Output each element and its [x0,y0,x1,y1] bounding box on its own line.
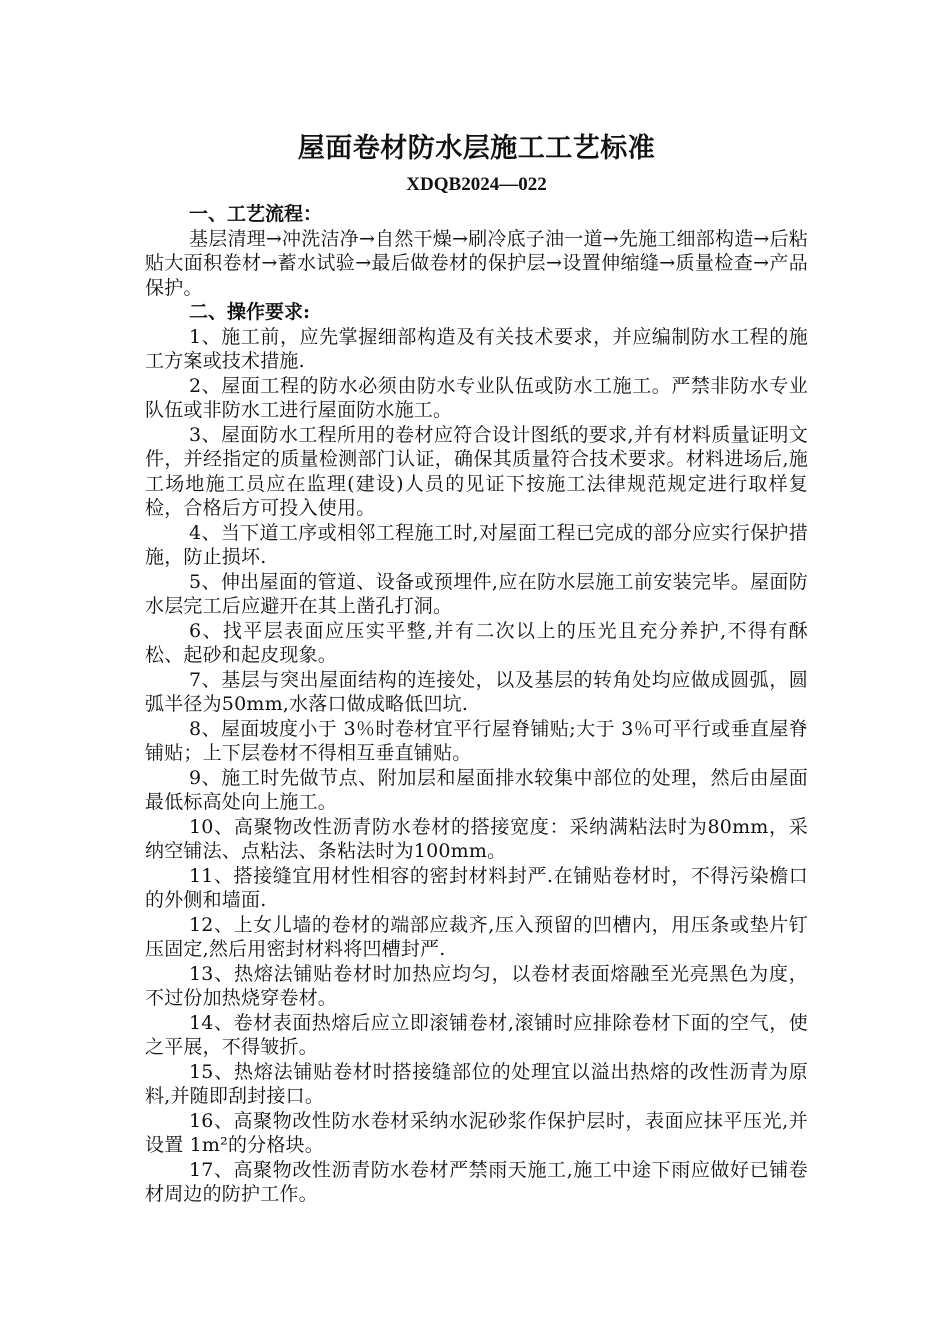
requirement-item-2: 2、屋面工程的防水必须由防水专业队伍或防水工施工。严禁非防水专业队伍或非防水工进行屋面防水施工。 [145,374,808,421]
requirement-item-1: 1、施工前，应先掌握细部构造及有关技术要求，并应编制防水工程的施工方案或技术措施. [145,325,808,372]
requirement-item-7: 7、基层与突出屋面结构的连接处，以及基层的转角处均应做成圆弧，圆弧半径为50mm,水落口做成略低凹坑. [145,668,808,715]
document-page [145,128,808,1207]
requirement-item-10: 10、高聚物改性沥青防水卷材的搭接宽度：采纳满粘法时为80mm，采纳空铺法、点粘法、条粘法时为100mm。 [145,815,808,862]
section-heading-requirements: 二、操作要求: [189,301,311,323]
document-code: XDQB2024—022 [406,174,547,195]
requirement-item-12: 12、上女儿墙的卷材的端部应裁齐,压入预留的凹槽内，用压条或垫片钉压固定,然后用密封材料将凹槽封严. [145,913,808,960]
requirement-item-5: 5、伸出屋面的管道、设备或预埋件,应在防水层施工前安装完毕。屋面防水层完工后应避开在其上凿孔打洞。 [145,570,808,617]
process-flow-paragraph: 基层清理→冲洗洁净→自然干燥→刷冷底子油一道→先施工细部构造→后粘贴大面积卷材→蓄水试验→最后做卷材的保护层→设置伸缩缝→质量检查→产品保护。 [145,227,808,299]
requirement-item-14: 14、卷材表面热熔后应立即滚铺卷材,滚铺时应排除卷材下面的空气，使之平展，不得皱折。 [145,1011,808,1058]
requirement-item-8: 8、屋面坡度小于 3％时卷材宜平行屋脊铺贴;大于 3％可平行或垂直屋脊铺贴；上下层卷材不得相互垂直铺贴。 [145,717,808,764]
requirement-item-13: 13、热熔法铺贴卷材时加热应均匀，以卷材表面熔融至光亮黑色为度，不过份加热烧穿卷材。 [145,962,808,1009]
requirement-item-4: 4、当下道工序或相邻工程施工时,对屋面工程已完成的部分应实行保护措施，防止损坏. [145,521,808,568]
document-title: 屋面卷材防水层施工工艺标准 [297,133,656,164]
requirement-item-16: 16、高聚物改性防水卷材采纳水泥砂浆作保护层时，表面应抹平压光,并设置 1m²的分格块。 [145,1109,808,1156]
requirement-item-15: 15、热熔法铺贴卷材时搭接缝部位的处理宜以溢出热熔的改性沥青为原料,并随即刮封接口。 [145,1060,808,1107]
requirement-item-9: 9、施工时先做节点、附加层和屋面排水较集中部位的处理，然后由屋面最低标高处向上施工。 [145,766,808,813]
requirement-item-17: 17、高聚物改性沥青防水卷材严禁雨天施工,施工中途下雨应做好已铺卷材周边的防护工作。 [145,1158,808,1205]
requirement-item-3: 3、屋面防水工程所用的卷材应符合设计图纸的要求,并有材料质量证明文件，并经指定的质量检测部门认证，确保其质量符合技术要求。材料进场后,施工场地施工员应在监理(建设)人员的见证下按施工法律规范规定进行取样复检，合格后方可投入使用。 [145,423,808,519]
requirement-item-11: 11、搭接缝宜用材性相容的密封材料封严.在铺贴卷材时，不得污染檐口的外侧和墙面. [145,864,808,911]
section-heading-process: 一、工艺流程： [189,203,323,225]
requirement-item-6: 6、找平层表面应压实平整,并有二次以上的压光且充分养护,不得有酥松、起砂和起皮现象。 [145,619,808,666]
